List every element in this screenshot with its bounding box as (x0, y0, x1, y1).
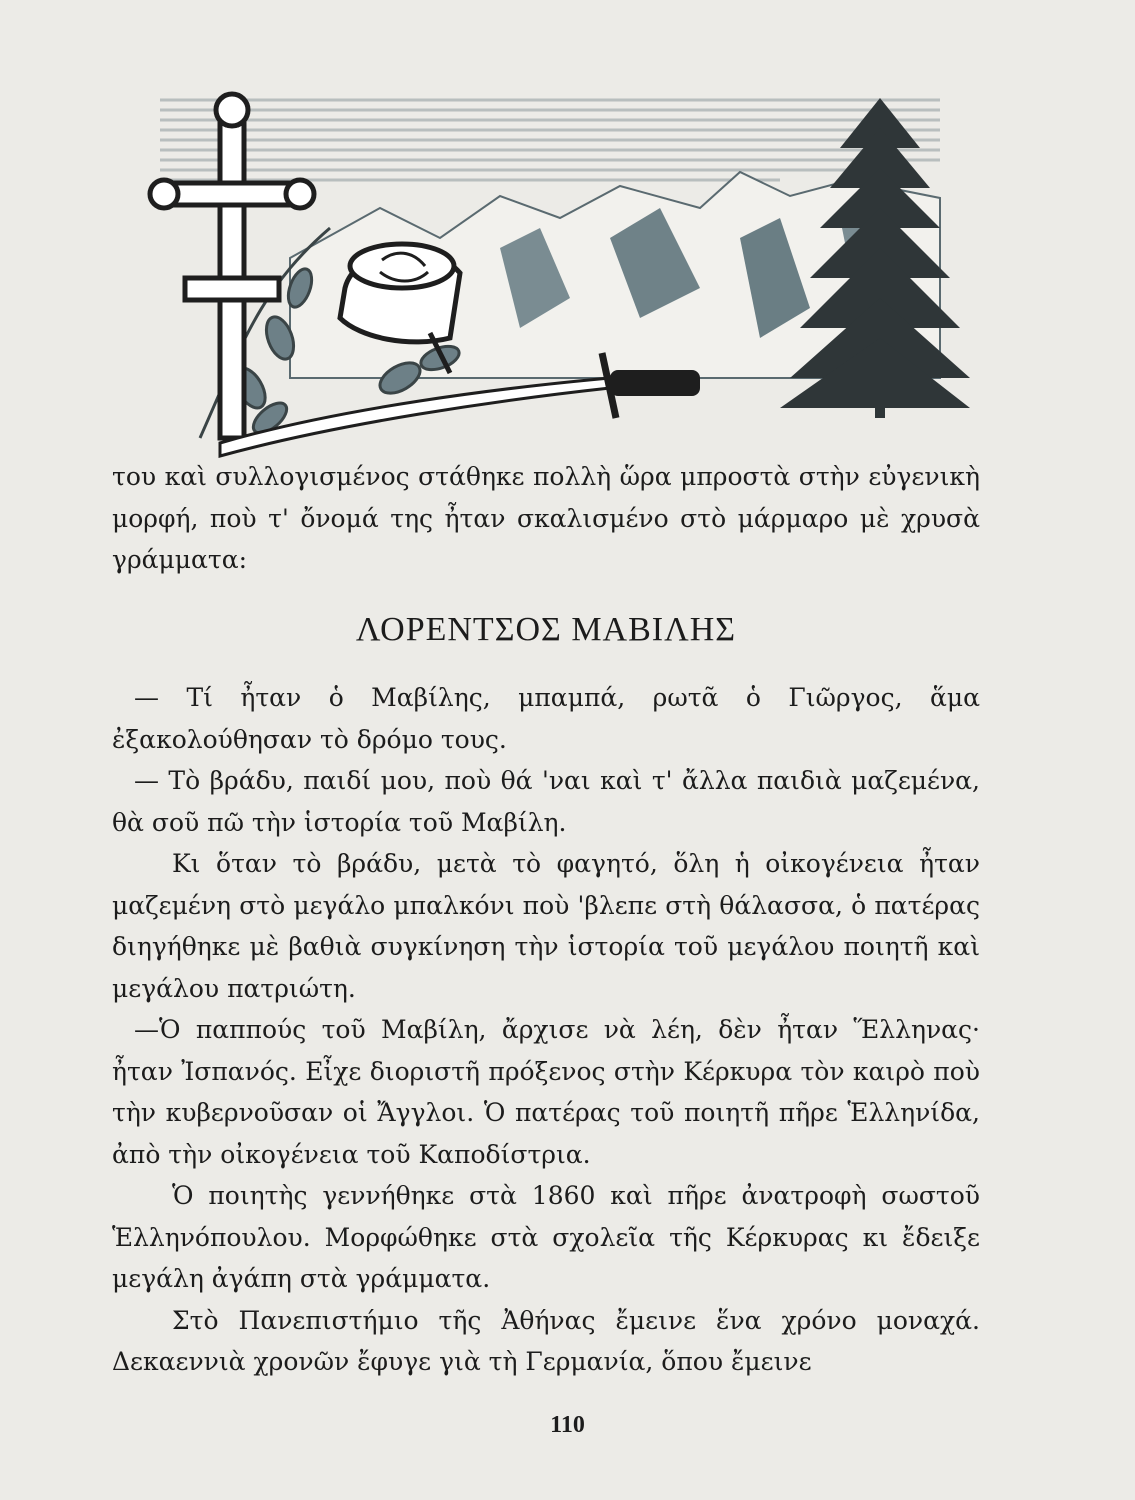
narrative-paragraph: Στὸ Πανεπιστήμιο τῆς Ἀθήνας ἔμεινε ἕνα χρόνο μοναχά. Δεκαεννιὰ χρονῶν ἔφυγε γιὰ τὴ Γερμανία, ὅπου ἔμεινε (112, 1305, 980, 1376)
dialogue-paragraph: — Τὸ βράδυ, παιδί μου, ποὺ θά 'ναι καὶ τ' ἄλλα παιδιὰ μαζεμένα, θὰ σοῦ πῶ τὴν ἱστορία τοῦ Μαβίλη. (112, 766, 980, 837)
intro-paragraph (112, 456, 980, 581)
narrative-paragraph: Κι ὅταν τὸ βράδυ, μετὰ τὸ φαγητό, ὅλη ἡ οἰκογένεια ἦταν μαζεμένη στὸ μεγάλο μπαλκόνι ποὺ 'βλεπε στὴ θάλασσα, ὁ πατέρας διηγήθηκε μὲ βαθιὰ συγκίνηση τὴν ἱστορία τοῦ μεγάλου ποιητῆ καὶ μεγάλου πατριώτη. (112, 849, 980, 1003)
dialogue-paragraph: —Ὁ παππούς τοῦ Μαβίλη, ἄρχισε νὰ λέη, δὲν ἦταν Ἕλληνας· ἦταν Ἰσπανός. Εἶχε διοριστῆ πρόξενος στὴν Κέρκυρα τὸν καιρὸ ποὺ τὴν κυβερνοῦσαν οἱ Ἄγγλοι. Ὁ πατέρας τοῦ ποιητῆ πῆρε Ἑλληνίδα, ἀπὸ τὴν οἰκογένεια τοῦ Καποδίστρια. (112, 1015, 980, 1169)
intro-text: του καὶ συλλογισμένος στάθηκε πολλὴ ὥρα μπροστὰ στὴν εὐγενικὴ μορφή, ποὺ τ' ὄνομά της ἦταν σκαλισμένο στὸ μάρμαρο μὲ χρυσὰ γράμματα: (112, 462, 980, 574)
narrative-paragraph: Ὁ ποιητὴς γεννήθηκε στὰ 1860 καὶ πῆρε ἀνατροφὴ σωστοῦ Ἑλληνόπουλου. Μορφώθηκε στὰ σχολεῖα τῆς Κέρκυρας κι ἔδειξε μεγάλη ἀγάπη στὰ γράμματα. (112, 1181, 980, 1293)
memorial-scene-illustration (140, 88, 980, 468)
dialogue-paragraph: — Τί ἦταν ὁ Μαβίλης, μπαμπά, ρωτᾶ ὁ Γιῶργος, ἅμα ἐξακολούθησαν τὸ δρόμο τους. (112, 683, 980, 754)
sky-hatching (160, 100, 940, 180)
page-number: 110 (550, 1412, 585, 1438)
story-body (112, 677, 980, 1383)
inscription-heading: ΛΟΡΕΝΤΣΟΣ ΜΑΒΙΛΗΣ (355, 611, 737, 648)
